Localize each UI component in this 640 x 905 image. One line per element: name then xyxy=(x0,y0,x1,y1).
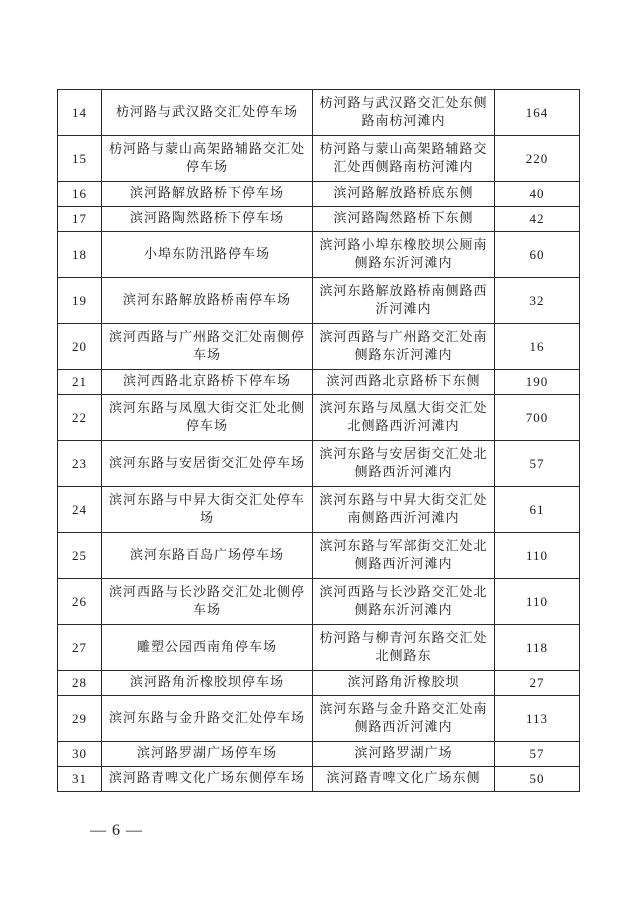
parking-space-count: 110 xyxy=(495,579,580,625)
parking-lot-name: 滨河东路与凤凰大街交汇处北侧停车场 xyxy=(102,395,313,441)
parking-space-count: 50 xyxy=(495,767,580,792)
parking-space-count: 60 xyxy=(495,232,580,278)
row-number: 31 xyxy=(58,767,102,792)
parking-space-count: 16 xyxy=(495,324,580,370)
parking-lot-name: 小埠东防汛路停车场 xyxy=(102,232,313,278)
table-row xyxy=(58,182,580,207)
parking-space-count: 32 xyxy=(495,278,580,324)
row-number: 22 xyxy=(58,395,102,441)
table-row xyxy=(58,370,580,395)
row-number: 27 xyxy=(58,625,102,671)
row-number: 30 xyxy=(58,742,102,767)
parking-lot-location: 滨河东路与中昇大街交汇处南侧路西沂河滩内 xyxy=(313,487,495,533)
table-row xyxy=(58,671,580,696)
parking-lot-name: 雕塑公园西南角停车场 xyxy=(102,625,313,671)
parking-lot-name: 滨河东路解放路桥南停车场 xyxy=(102,278,313,324)
parking-lot-location: 滨河东路解放路桥南侧路西沂河滩内 xyxy=(313,278,495,324)
parking-space-count: 220 xyxy=(495,136,580,182)
table-row xyxy=(58,207,580,232)
parking-lot-name: 滨河西路与广州路交汇处南侧停车场 xyxy=(102,324,313,370)
row-number: 28 xyxy=(58,671,102,696)
table-row xyxy=(58,767,580,792)
parking-lot-name: 滨河东路与中昇大街交汇处停车场 xyxy=(102,487,313,533)
table-row xyxy=(58,533,580,579)
parking-space-count: 57 xyxy=(495,742,580,767)
parking-space-count: 118 xyxy=(495,625,580,671)
parking-space-count: 57 xyxy=(495,441,580,487)
parking-lot-location: 滨河东路与凤凰大街交汇处北侧路西沂河滩内 xyxy=(313,395,495,441)
table-row xyxy=(58,696,580,742)
parking-lot-name: 枋河路与蒙山高架路辅路交汇处停车场 xyxy=(102,136,313,182)
row-number: 24 xyxy=(58,487,102,533)
row-number: 23 xyxy=(58,441,102,487)
parking-lot-table xyxy=(57,89,580,792)
row-number: 26 xyxy=(58,579,102,625)
row-number: 19 xyxy=(58,278,102,324)
parking-space-count: 42 xyxy=(495,207,580,232)
row-number: 20 xyxy=(58,324,102,370)
parking-lot-name: 滨河路陶然路桥下停车场 xyxy=(102,207,313,232)
parking-space-count: 61 xyxy=(495,487,580,533)
row-number: 17 xyxy=(58,207,102,232)
parking-lot-name: 滨河东路与安居街交汇处停车场 xyxy=(102,441,313,487)
row-number: 29 xyxy=(58,696,102,742)
table-row xyxy=(58,742,580,767)
table-row xyxy=(58,625,580,671)
parking-lot-location: 滨河路角沂橡胶坝 xyxy=(313,671,495,696)
row-number: 16 xyxy=(58,182,102,207)
table-row xyxy=(58,232,580,278)
row-number: 14 xyxy=(58,90,102,136)
parking-lot-location: 枋河路与武汉路交汇处东侧路南枋河滩内 xyxy=(313,90,495,136)
row-number: 25 xyxy=(58,533,102,579)
parking-lot-location: 滨河西路与广州路交汇处南侧路东沂河滩内 xyxy=(313,324,495,370)
parking-lot-location: 滨河西路北京路桥下东侧 xyxy=(313,370,495,395)
parking-lot-location: 滨河路陶然路桥下东侧 xyxy=(313,207,495,232)
parking-lot-location: 枋河路与蒙山高架路辅路交汇处西侧路南枋河滩内 xyxy=(313,136,495,182)
parking-lot-location: 滨河东路与军部街交汇处北侧路西沂河滩内 xyxy=(313,533,495,579)
table-row xyxy=(58,278,580,324)
parking-lot-location: 滨河路青啤文化广场东侧 xyxy=(313,767,495,792)
table-row xyxy=(58,324,580,370)
table-row xyxy=(58,487,580,533)
parking-lot-name: 滨河东路与金升路交汇处停车场 xyxy=(102,696,313,742)
parking-space-count: 700 xyxy=(495,395,580,441)
table-row xyxy=(58,136,580,182)
parking-space-count: 27 xyxy=(495,671,580,696)
parking-space-count: 113 xyxy=(495,696,580,742)
row-number: 18 xyxy=(58,232,102,278)
parking-lot-name: 滨河东路百岛广场停车场 xyxy=(102,533,313,579)
parking-space-count: 190 xyxy=(495,370,580,395)
parking-space-count: 110 xyxy=(495,533,580,579)
parking-lot-name: 滨河西路与长沙路交汇处北侧停车场 xyxy=(102,579,313,625)
parking-lot-location: 滨河东路与金升路交汇处南侧路西沂河滩内 xyxy=(313,696,495,742)
table-row xyxy=(58,579,580,625)
parking-space-count: 40 xyxy=(495,182,580,207)
page-number: — 6 — xyxy=(90,822,143,839)
parking-lot-name: 滨河路罗湖广场停车场 xyxy=(102,742,313,767)
parking-lot-location: 滨河东路与安居街交汇处北侧路西沂河滩内 xyxy=(313,441,495,487)
parking-lot-name: 滨河路角沂橡胶坝停车场 xyxy=(102,671,313,696)
parking-lot-location: 滨河路解放路桥底东侧 xyxy=(313,182,495,207)
parking-lot-name: 滨河路青啤文化广场东侧停车场 xyxy=(102,767,313,792)
table-row xyxy=(58,90,580,136)
parking-lot-location: 枋河路与柳青河东路交汇处北侧路东 xyxy=(313,625,495,671)
parking-lot-name: 滨河西路北京路桥下停车场 xyxy=(102,370,313,395)
row-number: 21 xyxy=(58,370,102,395)
table-row xyxy=(58,395,580,441)
parking-lot-location: 滨河路小埠东橡胶坝公厕南侧路东沂河滩内 xyxy=(313,232,495,278)
parking-space-count: 164 xyxy=(495,90,580,136)
parking-lot-name: 滨河路解放路桥下停车场 xyxy=(102,182,313,207)
parking-lot-name: 枋河路与武汉路交汇处停车场 xyxy=(102,90,313,136)
table-row xyxy=(58,441,580,487)
parking-lot-location: 滨河西路与长沙路交汇处北侧路东沂河滩内 xyxy=(313,579,495,625)
parking-lot-location: 滨河路罗湖广场 xyxy=(313,742,495,767)
row-number: 15 xyxy=(58,136,102,182)
